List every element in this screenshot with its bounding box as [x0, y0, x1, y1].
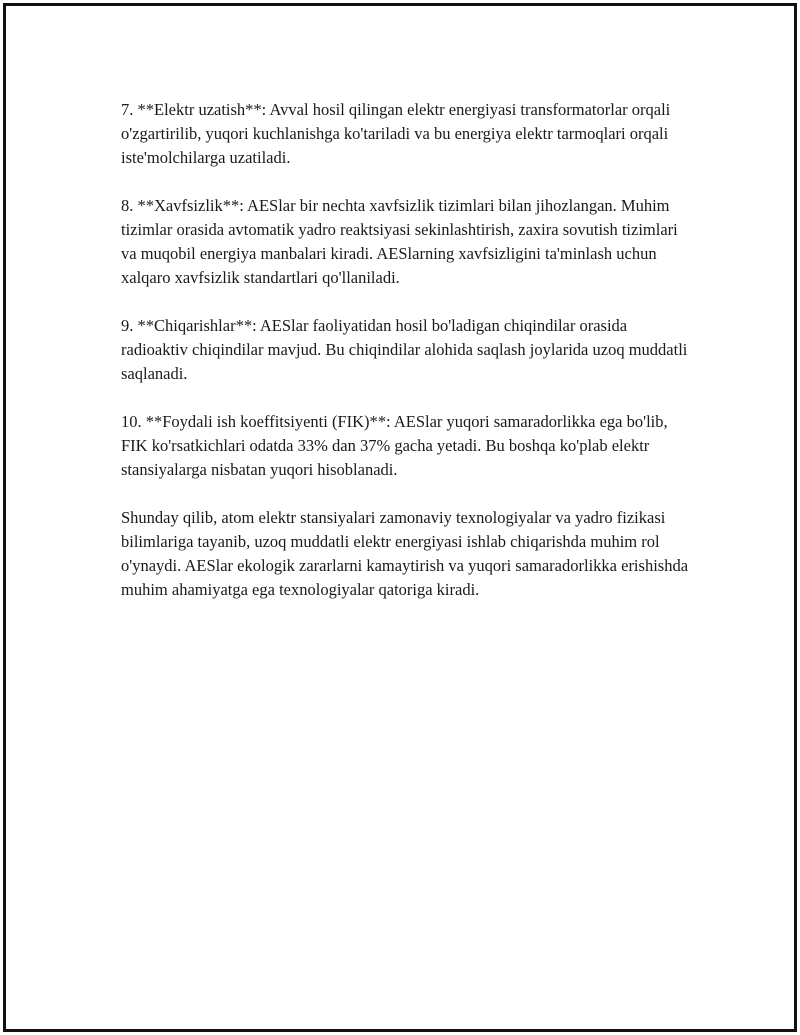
paragraph-electricity-transmission: 7. **Elektr uzatish**: Avval hosil qilingan elektr energiyasi transformatorlar orqali o'zgartirilib, yuqori kuchlanishga ko'tariladi va bu energiya elektr tarmoqlari orqali iste'molchilarga uzatiladi.	[121, 100, 671, 167]
document-body	[121, 98, 696, 626]
paragraph-safety: 8. **Xavfsizlik**: AESlar bir nechta xavfsizlik tizimlari bilan jihozlangan. Muhim tizimlar orasida avtomatik yadro reaktsiyasi sekinlashtirish, zaxira sovutish tizimlari va muqobil energiya manbalari kiradi. AESlarning xavfsizligini ta'minlash uchun xalqaro xavfsizlik standartlari qo'llaniladi.	[121, 196, 678, 287]
document-page	[3, 3, 797, 1032]
paragraph-conclusion: Shunday qilib, atom elektr stansiyalari zamonaviy texnologiyalar va yadro fizikasi bilimlariga tayanib, uzoq muddatli elektr energiyasi ishlab chiqarishda muhim rol o'ynaydi. AESlar ekologik zararlarni kamaytirish va yuqori samaradorlikka erishishda muhim ahamiyatga ega texnologiyalar qatoriga kiradi.	[121, 508, 689, 599]
paragraph-efficiency: 10. **Foydali ish koeffitsiyenti (FIK)**: AESlar yuqori samaradorlikka ega bo'lib, FIK ko'rsatkichlari odatda 33% dan 37% gacha yetadi. Bu boshqa ko'plab elektr stansiyalarga nisbatan yuqori hisoblanadi.	[121, 412, 668, 479]
paragraph-waste: 9. **Chiqarishlar**: AESlar faoliyatidan hosil bo'ladigan chiqindilar orasida radioaktiv chiqindilar mavjud. Bu chiqindilar alohida saqlash joylarida uzoq muddatli saqlanadi.	[121, 316, 688, 383]
